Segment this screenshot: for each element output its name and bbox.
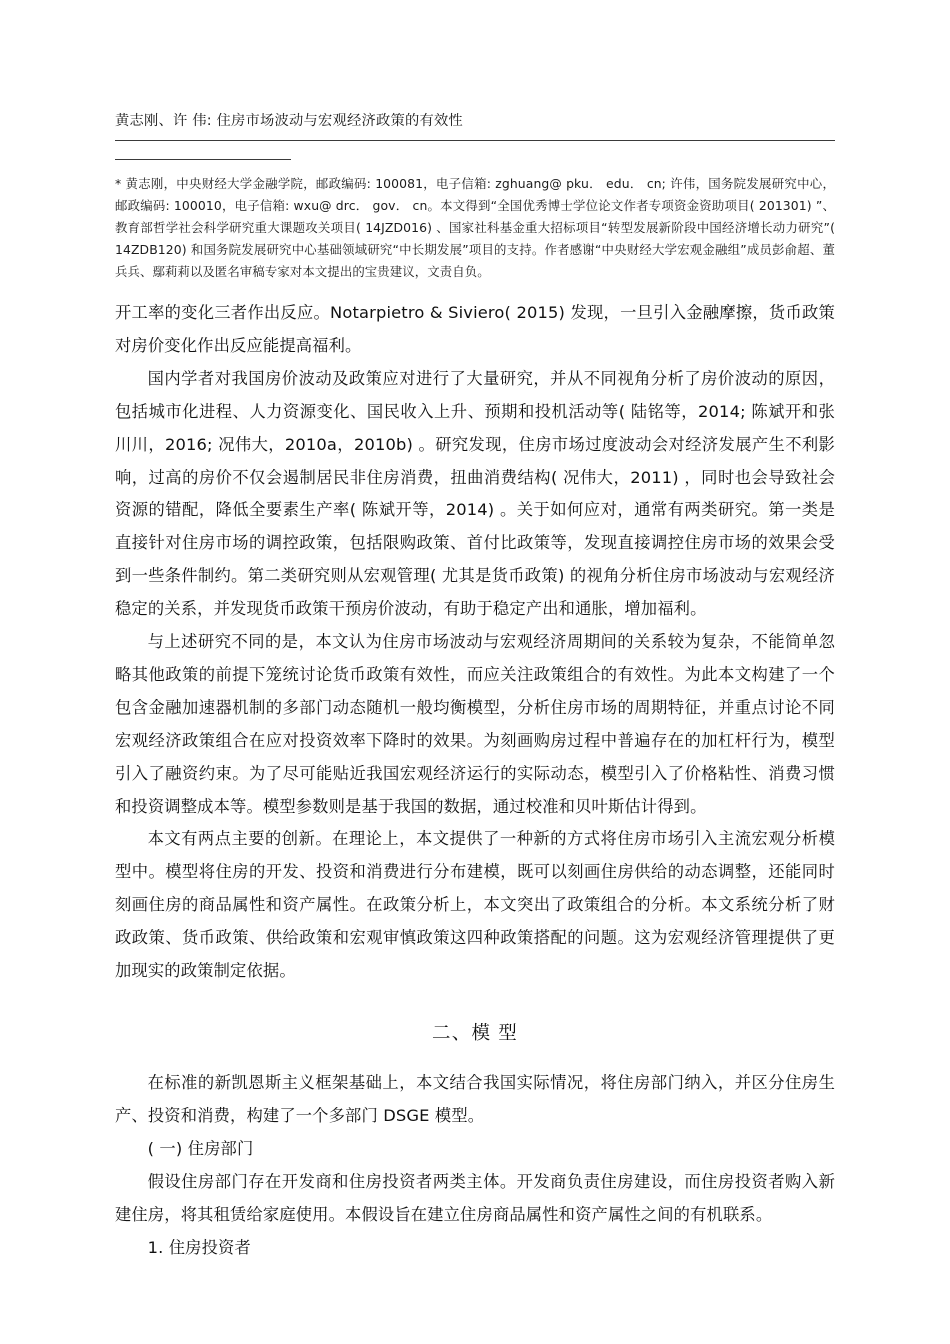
paragraph-this-paper-model: 与上述研究不同的是，本文认为住房市场波动与宏观经济周期间的关系较为复杂，不能简单忽略其他政策的前提下笼统讨论货币政策有效性，而应关注政策组合的有效性。为此本文构建了一个包含金融加速器机制的多部门动态随机一般均衡模型，分析住房市场的周期特征，并重点讨论不同宏观经济政策组合在应对投资效率下降时的效果。为刻画购房过程中普遍存在的加杠杆行为，模型引入了融资约束。为了尽可能贴近我国宏观经济运行的实际动态，模型引入了价格粘性、消费习惯和投资调整成本等。模型参数则是基于我国的数据，通过校准和贝叶斯估计得到。 xyxy=(115,632,835,816)
header-divider xyxy=(115,140,835,141)
paragraph-domestic-research: 国内学者对我国房价波动及政策应对进行了大量研究，并从不同视角分析了房价波动的原因，包括城市化进程、人力资源变化、国民收入上升、预期和投机活动等( 陆铭等，2014; 陈斌开和张川川，2016; 况伟大，2010a，2010b) 。研究发现，住房市场过度波动会对经济发展产生不利影响，过高的房价不仅会遏制居民非住房消费，扭曲消费结构( 况伟大，2011) ，同时也会导致社会资源的错配，降低全要素生产率( 陈斌开等，2014) 。关于如何应对，通常有两类研究。第一类是直接针对住房市场的调控政策，包括限购政策、首付比政策等，发现直接调控住房市场的效果会受到一些条件制约。第二类研究则从宏观管理( 尤其是货币政策) 的视角分析住房市场波动与宏观经济稳定的关系，并发现货币政策干预房价波动，有助于稳定产出和通胀，增加福利。 xyxy=(115,368,835,619)
paragraph-innovations: 本文有两点主要的创新。在理论上，本文提供了一种新的方式将住房市场引入主流宏观分析模型中。模型将住房的开发、投资和消费进行分布建模，既可以刻画住房供给的动态调整，还能同时刻画住房的商品属性和资产属性。在政策分析上，本文突出了政策组合的分析。本文系统分析了财政政策、货币政策、供给政策和宏观审慎政策这四种政策搭配的问题。这为宏观经济管理提供了更加现实的政策制定依据。 xyxy=(115,829,835,981)
section-heading: 二、模 型 xyxy=(432,1023,518,1044)
subsubsection-heading: 1. 住房投资者 xyxy=(147,1237,251,1257)
running-head: 黄志刚、许 伟: 住房市场波动与宏观经济政策的有效性 xyxy=(115,113,463,129)
paragraph-continuation: 开工率的变化三者作出反应。Notarpietro & Siviero( 2015) 发现，一旦引入金融摩擦，货币政策对房价变化作出反应能提高福利。 xyxy=(115,302,835,355)
paragraph-nk-framework: 在标准的新凯恩斯主义框架基础上，本文结合我国实际情况，将住房部门纳入，并区分住房生产、投资和消费，构建了一个多部门 DSGE 模型。 xyxy=(115,1073,835,1126)
paragraph-housing-sector: 假设住房部门存在开发商和住房投资者两类主体。开发商负责住房建设，而住房投资者购入新建住房，将其租赁给家庭使用。本假设旨在建立住房商品属性和资产属性之间的有机联系。 xyxy=(115,1172,835,1225)
subsection-heading: ( 一) 住房部门 xyxy=(147,1139,254,1159)
footnote-text: * 黄志刚，中央财经大学金融学院，邮政编码: 100081，电子信箱: zghuang@ pku． edu． cn; 许伟，国务院发展研究中心，邮政编码: 100010，电子信箱: wxu@ drc． gov． cn。本文得到“全国优秀博士学位论文作者专项资金资助项目( 201301) ”、教育部哲学社会科学研究重大课题攻关项目( 14JZD016) 、国家社科基金重大招标项目“转型发展新阶段中国经济增长动力研究”( 14ZDB120) 和国务院发展研究中心基础领域研究“中长期发展”项目的支持。作者感谢“中央财经大学宏观金融组”成员彭俞超、董兵兵、鄢莉莉以及匿名审稿专家对本文提出的宝贵建议，文责自负。 xyxy=(115,175,835,279)
body-text xyxy=(115,297,835,1265)
footnote-divider xyxy=(115,159,291,160)
